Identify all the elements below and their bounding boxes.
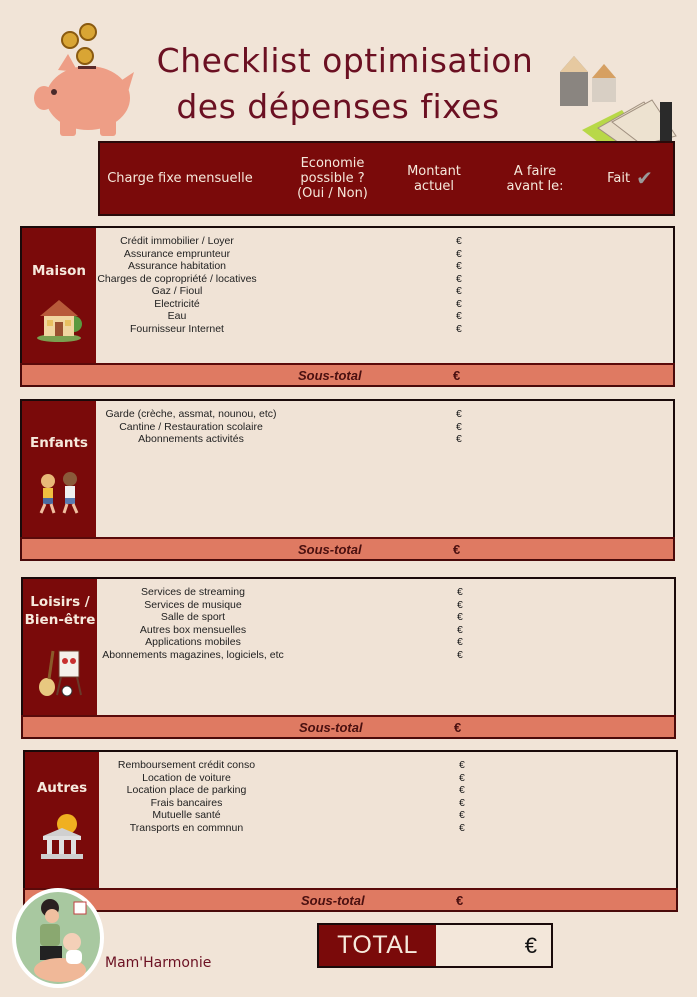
houses-money-icon bbox=[552, 50, 682, 145]
fait-label: Fait bbox=[607, 171, 631, 186]
amount-cell[interactable]: € bbox=[457, 586, 463, 598]
category-panel bbox=[23, 579, 97, 716]
column-header-economie bbox=[285, 143, 380, 214]
amount-cell[interactable]: € bbox=[456, 322, 462, 335]
list-item: Abonnements activités bbox=[138, 433, 244, 445]
amount-cell[interactable]: € bbox=[457, 598, 463, 611]
section-body bbox=[23, 750, 678, 889]
subtotal-label: Sous-total bbox=[298, 368, 362, 383]
list-item: Mutuelle santé bbox=[152, 809, 221, 821]
amount-cell[interactable]: € bbox=[456, 297, 462, 310]
amount-cell[interactable]: € bbox=[456, 247, 462, 260]
subtotal-value: € bbox=[453, 368, 461, 383]
column-header-a-faire bbox=[485, 143, 585, 214]
list-item: Transports en commnun bbox=[129, 821, 244, 834]
a-faire-line-1: A faire bbox=[513, 163, 557, 179]
amount-cell[interactable]: € bbox=[456, 260, 462, 272]
amount-column[interactable] bbox=[456, 408, 462, 446]
category-label: Enfants bbox=[30, 435, 88, 451]
economie-line-1: Economie bbox=[300, 156, 365, 171]
column-header-montant bbox=[390, 143, 478, 214]
amount-cell[interactable]: € bbox=[459, 759, 465, 771]
amount-cell[interactable]: € bbox=[459, 784, 465, 796]
section-autres bbox=[23, 750, 678, 912]
section-maison bbox=[20, 226, 675, 387]
house-icon bbox=[34, 294, 84, 344]
category-panel bbox=[25, 752, 99, 889]
children-icon bbox=[34, 467, 84, 517]
section-body bbox=[20, 226, 675, 364]
list-item: Remboursement crédit conso bbox=[117, 759, 256, 771]
list-item: Assurance habitation bbox=[127, 260, 227, 272]
list-item: Eau bbox=[167, 310, 187, 322]
column-header-charge: Charge fixe mensuelle bbox=[107, 171, 253, 186]
items-list bbox=[99, 759, 274, 834]
amount-column[interactable] bbox=[456, 235, 462, 335]
list-item: Gaz / Fioul bbox=[151, 285, 203, 297]
economie-line-2: possible ? bbox=[300, 171, 365, 186]
list-item: Location place de parking bbox=[126, 784, 247, 796]
amount-cell[interactable]: € bbox=[457, 611, 463, 623]
items-list bbox=[96, 235, 258, 335]
category-label-line-2: Bien-être bbox=[24, 612, 96, 628]
list-item: Cantine / Restauration scolaire bbox=[119, 420, 263, 433]
bank-icon bbox=[37, 812, 87, 862]
category-panel bbox=[22, 228, 96, 364]
list-item: Fournisseur Internet bbox=[130, 322, 224, 335]
amount-cell[interactable]: € bbox=[456, 420, 462, 433]
subtotal-row bbox=[21, 715, 676, 739]
amount-column[interactable] bbox=[459, 759, 465, 834]
brand-name: Mam'Harmonie bbox=[105, 955, 212, 971]
mam-harmonie-logo bbox=[10, 888, 108, 990]
piggy-bank-icon bbox=[30, 20, 140, 140]
title-line-1: Checklist optimisation bbox=[156, 41, 534, 80]
list-item: Location de voiture bbox=[142, 771, 231, 784]
amount-cell[interactable]: € bbox=[456, 433, 462, 445]
title-line-2: des dépenses fixes bbox=[176, 87, 500, 126]
subtotal-value: € bbox=[453, 542, 461, 557]
amount-cell[interactable]: € bbox=[459, 796, 465, 809]
subtotal-label: Sous-total bbox=[301, 893, 365, 908]
amount-cell[interactable]: € bbox=[459, 809, 465, 821]
items-list bbox=[96, 408, 286, 446]
amount-cell[interactable]: € bbox=[456, 285, 462, 297]
list-item: Applications mobiles bbox=[145, 636, 241, 648]
section-body bbox=[20, 399, 675, 538]
list-item: Crédit immobilier / Loyer bbox=[120, 235, 234, 247]
subtotal-row bbox=[20, 363, 675, 387]
list-item: Assurance emprunteur bbox=[123, 247, 231, 260]
list-item: Charges de copropriété / locatives bbox=[97, 272, 257, 285]
total-box bbox=[317, 923, 553, 968]
amount-cell[interactable]: € bbox=[456, 408, 462, 420]
total-label: TOTAL bbox=[319, 925, 436, 966]
a-faire-line-2: avant le: bbox=[506, 178, 564, 194]
list-item: Services de streaming bbox=[141, 586, 245, 598]
section-enfants bbox=[20, 399, 675, 561]
economie-line-3: (Oui / Non) bbox=[297, 186, 368, 201]
montant-line-1: Montant bbox=[407, 163, 461, 179]
list-item: Services de musique bbox=[144, 598, 242, 611]
amount-cell[interactable]: € bbox=[456, 310, 462, 322]
subtotal-value: € bbox=[456, 893, 464, 908]
list-item: Autres box mensuelles bbox=[139, 623, 247, 636]
amount-cell[interactable]: € bbox=[456, 235, 462, 247]
amount-cell[interactable]: € bbox=[459, 821, 465, 834]
table-header bbox=[98, 141, 675, 216]
list-item: Salle de sport bbox=[160, 611, 226, 623]
list-item: Frais bancaires bbox=[150, 796, 223, 809]
subtotal-row bbox=[20, 537, 675, 561]
total-value[interactable]: € bbox=[524, 933, 537, 958]
category-label-line-1: Loisirs / bbox=[30, 594, 90, 610]
list-item: Garde (crèche, assmat, nounou, etc) bbox=[105, 408, 277, 420]
amount-cell[interactable]: € bbox=[457, 636, 463, 648]
section-body bbox=[21, 577, 676, 716]
list-item: Abonnements magazines, logiciels, etc bbox=[102, 648, 284, 661]
column-header-fait bbox=[590, 143, 670, 214]
list-item: Electricité bbox=[154, 297, 200, 310]
amount-cell[interactable]: € bbox=[459, 771, 465, 784]
subtotal-label: Sous-total bbox=[298, 542, 362, 557]
category-panel bbox=[22, 401, 96, 538]
category-label bbox=[23, 593, 97, 629]
section-loisirs bbox=[21, 577, 676, 740]
guitar-leisure-icon bbox=[35, 647, 85, 697]
subtotal-label: Sous-total bbox=[299, 720, 363, 735]
amount-cell[interactable]: € bbox=[457, 648, 463, 661]
montant-line-2: actuel bbox=[413, 178, 455, 194]
category-label: Autres bbox=[36, 780, 88, 796]
checkmark-icon: ✔ bbox=[636, 166, 653, 190]
amount-column[interactable] bbox=[457, 586, 463, 661]
subtotal-value: € bbox=[454, 720, 462, 735]
category-label: Maison bbox=[31, 263, 87, 279]
page-title bbox=[150, 38, 540, 130]
subtotal-row bbox=[23, 888, 678, 912]
amount-cell[interactable]: € bbox=[457, 623, 463, 636]
amount-cell[interactable]: € bbox=[456, 272, 462, 285]
items-list bbox=[98, 586, 288, 661]
